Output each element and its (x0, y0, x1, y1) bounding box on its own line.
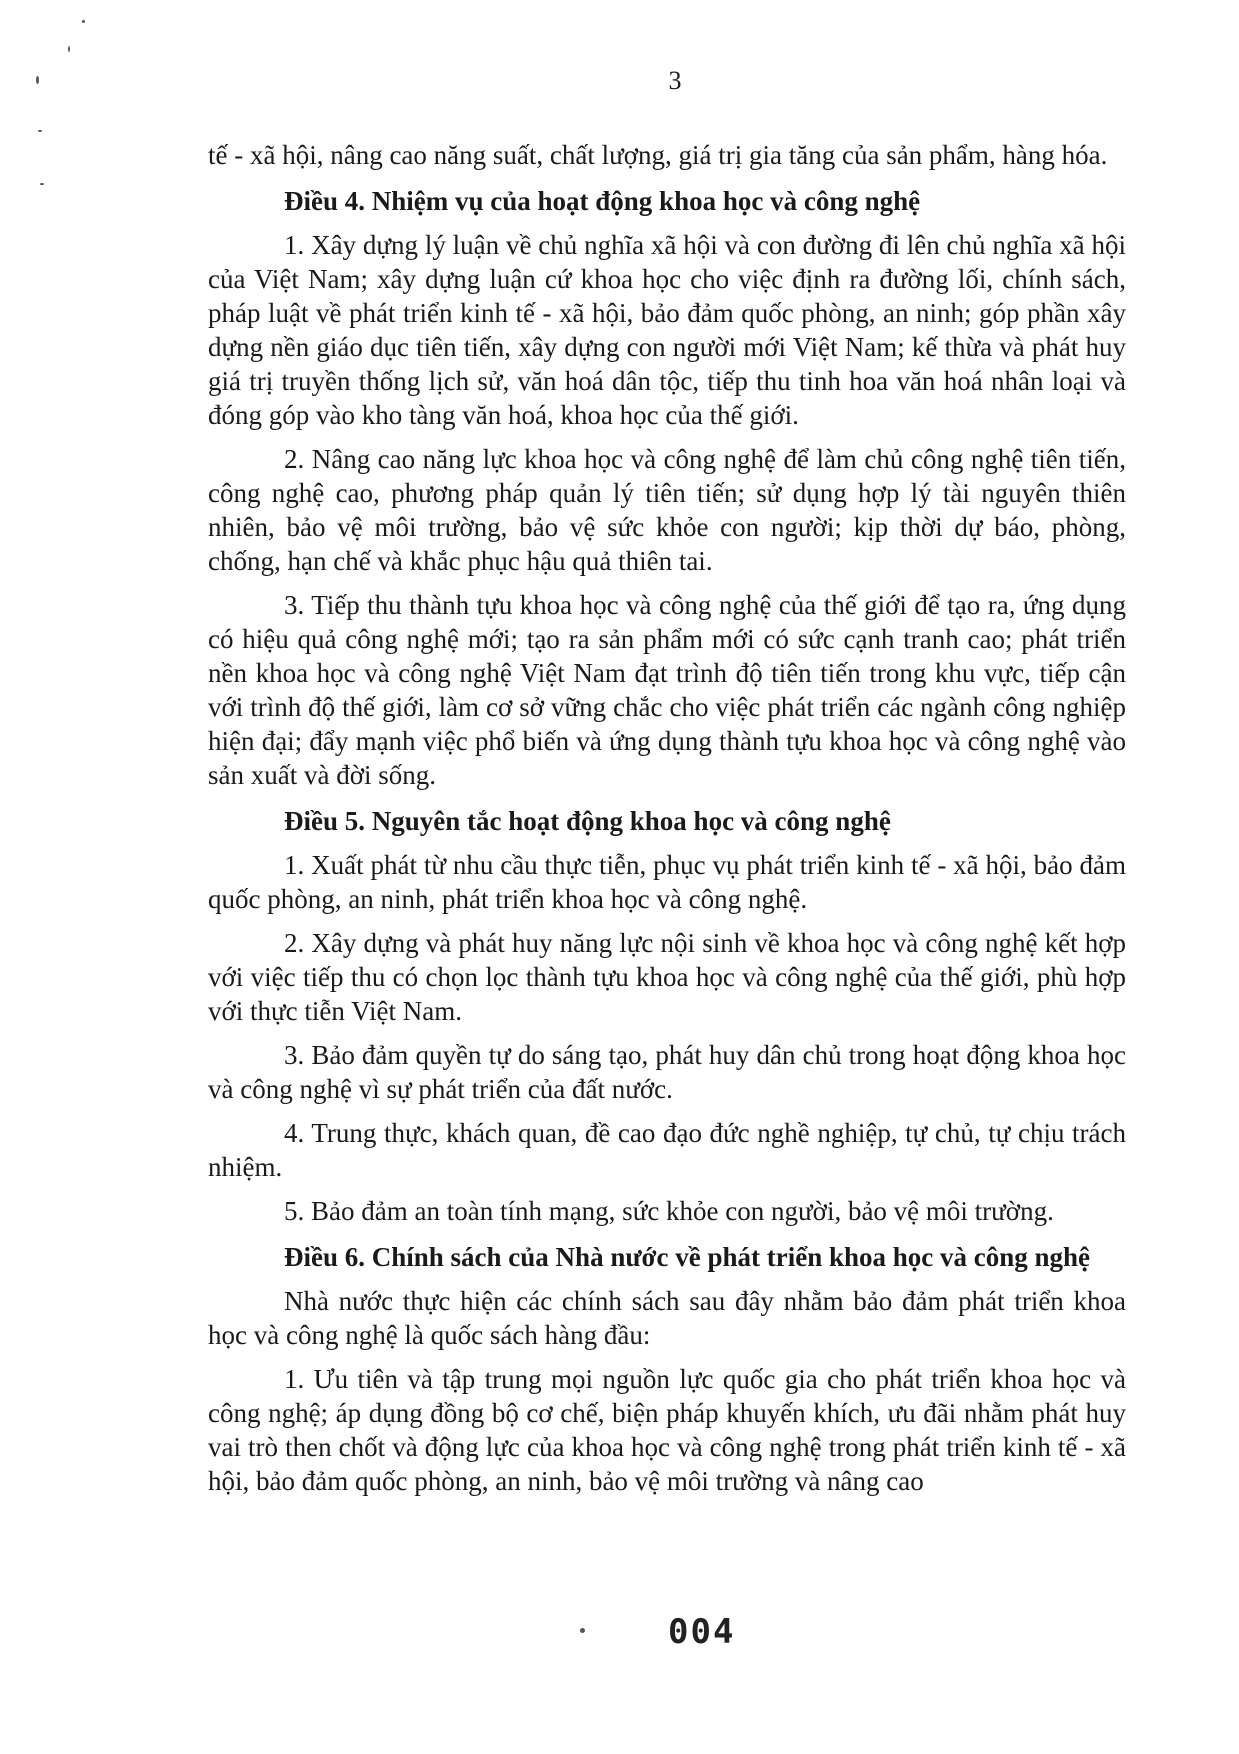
article-4-clause-2: 2. Nâng cao năng lực khoa học và công nghệ để làm chủ công nghệ tiên tiến, công nghệ cao, phương pháp quản lý tiên tiến; sử dụng hợp lý tài nguyên thiên nhiên, bảo vệ môi trường, bảo vệ sức khỏe con người; kịp thời dự báo, phòng, chống, hạn chế và khắc phục hậu quả thiên tai. (208, 444, 1126, 576)
article-5-clause-3: 3. Bảo đảm quyền tự do sáng tạo, phát huy dân chủ trong hoạt động khoa học và công nghệ vì sự phát triển của đất nước. (208, 1040, 1126, 1104)
article-6-heading: Điều 6. Chính sách của Nhà nước về phát triển khoa học và công nghệ (284, 1242, 1091, 1272)
page-stamp-number: 004 (668, 1612, 736, 1652)
page-number: 3 (668, 66, 682, 95)
article-5-heading: Điều 5. Nguyên tắc hoạt động khoa học và công nghệ (284, 806, 891, 836)
article-5-clause-5: 5. Bảo đảm an toàn tính mạng, sức khỏe con người, bảo vệ môi trường. (284, 1196, 1054, 1226)
continuation-paragraph: tế - xã hội, nâng cao năng suất, chất lượng, giá trị gia tăng của sản phẩm, hàng hóa. (208, 140, 1108, 170)
article-5-clause-1: 1. Xuất phát từ nhu cầu thực tiễn, phục vụ phát triển kinh tế - xã hội, bảo đảm quốc phòng, an ninh, phát triển khoa học và công nghệ. (208, 850, 1126, 914)
article-6-clause-1: 1. Ưu tiên và tập trung mọi nguồn lực quốc gia cho phát triển khoa học và công nghệ; áp dụng đồng bộ cơ chế, biện pháp khuyến khích, ưu đãi nhằm phát huy vai trò then chốt và động lực của khoa học và công nghệ trong phát triển kinh tế - xã hội, bảo đảm quốc phòng, an ninh, bảo vệ môi trường và nâng cao (208, 1364, 1126, 1496)
scan-speck (38, 130, 42, 132)
article-4-clause-3: 3. Tiếp thu thành tựu khoa học và công nghệ của thế giới để tạo ra, ứng dụng có hiệu quả công nghệ mới; tạo ra sản phẩm mới có sức cạnh tranh cao; phát triển nền khoa học và công nghệ Việt Nam đạt trình độ tiên tiến trong khu vực, tiếp cận với trình độ thế giới, làm cơ sở vững chắc cho việc phát triển các ngành công nghiệp hiện đại; đẩy mạnh việc phổ biến và ứng dụng thành tựu khoa học và công nghệ vào sản xuất và đời sống. (208, 590, 1126, 790)
document-body (208, 138, 1126, 1498)
scan-speck (40, 183, 44, 185)
scan-speck (68, 46, 70, 52)
article-5-clause-2: 2. Xây dựng và phát huy năng lực nội sinh về khoa học và công nghệ kết hợp với việc tiếp thu có chọn lọc thành tựu khoa học và công nghệ của thế giới, phù hợp với thực tiễn Việt Nam. (208, 928, 1126, 1026)
article-4-heading: Điều 4. Nhiệm vụ của hoạt động khoa học và công nghệ (284, 186, 921, 216)
scan-speck (580, 1628, 585, 1633)
article-4-clause-1: 1. Xây dựng lý luận về chủ nghĩa xã hội và con đường đi lên chủ nghĩa xã hội của Việt Nam; xây dựng luận cứ khoa học cho việc định ra đường lối, chính sách, pháp luật về phát triển kinh tế - xã hội, bảo đảm quốc phòng, an ninh; góp phần xây dựng nền giáo dục tiên tiến, xây dựng con người mới Việt Nam; kế thừa và phát huy giá trị truyền thống lịch sử, văn hoá dân tộc, tiếp thu tinh hoa văn hoá nhân loại và đóng góp vào kho tàng văn hoá, khoa học của thế giới. (208, 230, 1126, 430)
article-5-clause-4: 4. Trung thực, khách quan, đề cao đạo đức nghề nghiệp, tự chủ, tự chịu trách nhiệm. (208, 1118, 1126, 1182)
scan-speck (82, 20, 85, 23)
article-6-intro: Nhà nước thực hiện các chính sách sau đây nhằm bảo đảm phát triển khoa học và công nghệ là quốc sách hàng đầu: (208, 1286, 1126, 1350)
